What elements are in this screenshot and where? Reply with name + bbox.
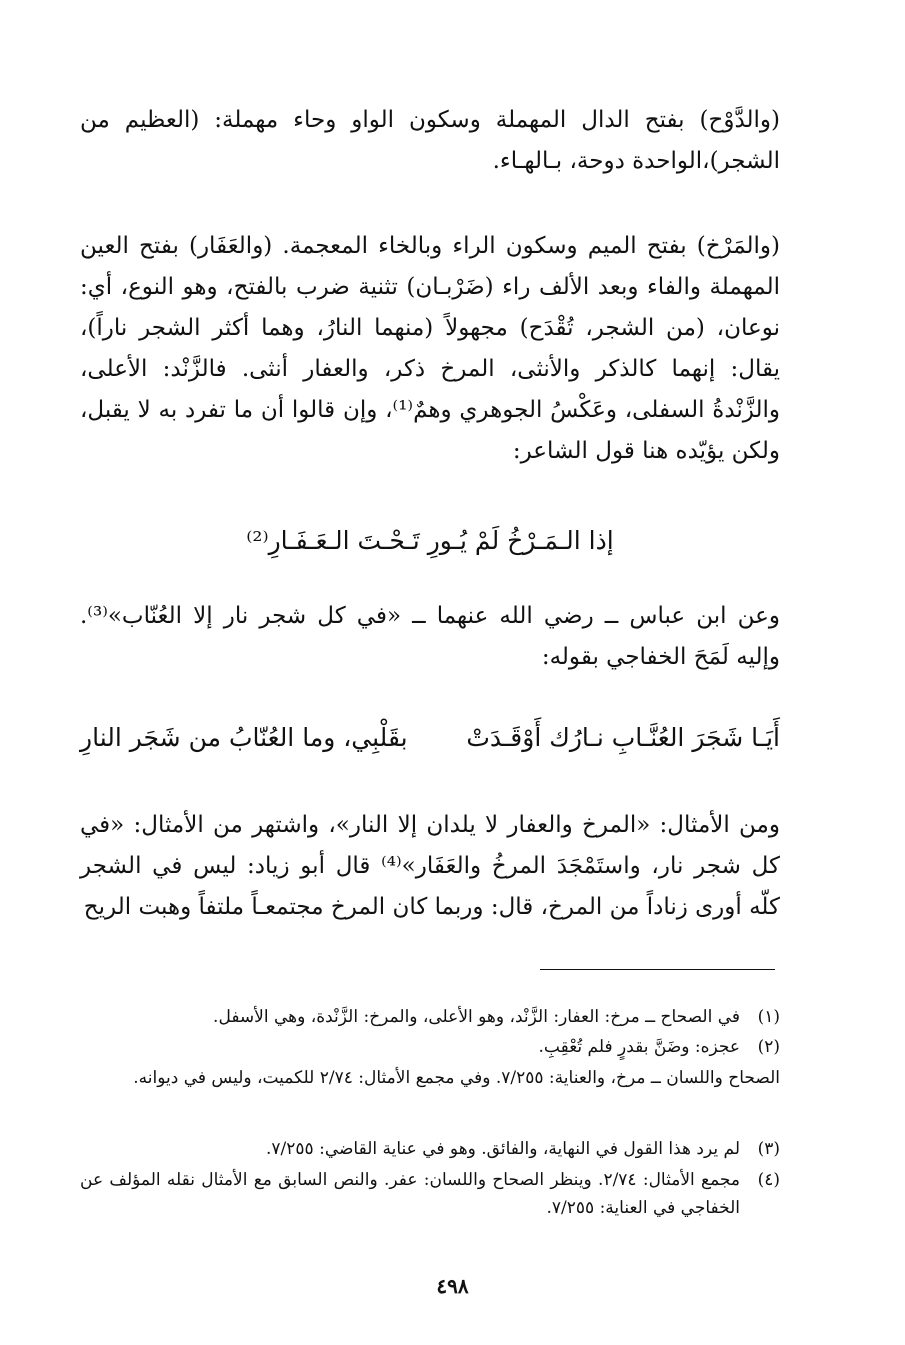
footnote-number: (٢) (757, 1037, 780, 1057)
paragraph-markh-afar: (والمَرْخ) بفتح الميم وسكون الراء وبالخاء المعجمة. (والعَفَار) بفتح العين المهملة والفاء وبعد الألف راء (ضَرْبـان) تثنية ضرب بالفتح، وهو النوع، أي: نوعان، (من الشجر، تُقْدَح) مجهولاً (منهما النارُ، وهما أكثر الشجر ناراً)، يقال: إنهما كالذكر والأنثى، المرخ ذكر، والعفار أنثى. فالزَّنْد: الأعلى، والزَّنْدةُ السفلى، وعَكْسُ الجوهري وهمٌ⁽¹⁾، وإن قالوا أن ما تفرد به لا يقبل، ولكن يؤيّده هنا قول الشاعر: (80, 233, 780, 464)
footnote-2-continued (80, 1064, 780, 1092)
footnote-text: لم يرد هذا القول في النهاية، والفائق. وهو في عناية القاضي: ٧/٢٥٥. (266, 1139, 740, 1159)
verse-second-hemistich: بقَلْبِي، وما العُنّابُ من شَجَر النارِ (80, 723, 408, 752)
verse-first-hemistich: أَيَـا شَجَرَ العُنَّـابِ نـارُك أَوْقَـدَتْ (466, 723, 780, 752)
footnote-number: (٤) (757, 1170, 780, 1190)
verse-line-1: إذا الـمَـرْخُ لَمْ يُـورِ تَـحْـتَ الـعَـفَـارِ⁽²⁾ (246, 526, 614, 555)
footnote-1 (80, 1003, 780, 1031)
footnote-text: في الصحاح ــ مرخ: العفار: الزَّنْد، وهو الأعلى، والمرخ: الزَّنْدة، وهي الأسفل. (213, 1007, 740, 1027)
footnote-2 (80, 1033, 780, 1061)
footnote-4 (80, 1166, 780, 1222)
footnote-text: الصحاح واللسان ــ مرخ، والعناية: ٧/٢٥٥. وفي مجمع الأمثال: ٢/٧٤ للكميت، وليس في ديوانه. (133, 1068, 780, 1088)
paragraph-ibn-abbas: وعن ابن عباس ــ رضي الله عنهما ــ «في كل شجر نار إلا العُنّاب»⁽³⁾. وإليه لَمَحَ الخفاجي بقوله: (80, 603, 780, 670)
footnote-text: عجزه: وضَنَّ بقدرٍ فلم تُعْقِبِ. (538, 1037, 740, 1057)
footnote-separator (540, 969, 775, 970)
footnote-3 (80, 1135, 780, 1163)
paragraph-dawh: (والدَّوْح) بفتح الدال المهملة وسكون الواو وحاء مهملة: (العظيم من الشجر)،الواحدة دوحة، بـالهـاء. (80, 107, 780, 174)
verse-line-2 (80, 716, 780, 760)
footnote-number: (١) (757, 1007, 780, 1027)
paragraph-proverbs: ومن الأمثال: «المرخ والعفار لا يلدان إلا النار»، واشتهر من الأمثال: «في كل شجر نار، واستَمْجَدَ المرخُ والعَفَار»⁽⁴⁾ قال أبو زياد: ليس في الشجر كلّه أورى زناداً من المرخ، قال: وربما كان المرخ مجتمعـاً ملتفاً وهبت الريح (80, 812, 780, 920)
footnote-number: (٣) (757, 1139, 780, 1159)
page-number: ٤٩٨ (436, 1274, 469, 1298)
footnote-text: مجمع الأمثال: ٢/٧٤. وينظر الصحاح واللسان: عفر. والنص السابق مع الأمثال نقله المؤلف عن الخفاجي في العناية: ٧/٢٥٥. (80, 1170, 740, 1218)
